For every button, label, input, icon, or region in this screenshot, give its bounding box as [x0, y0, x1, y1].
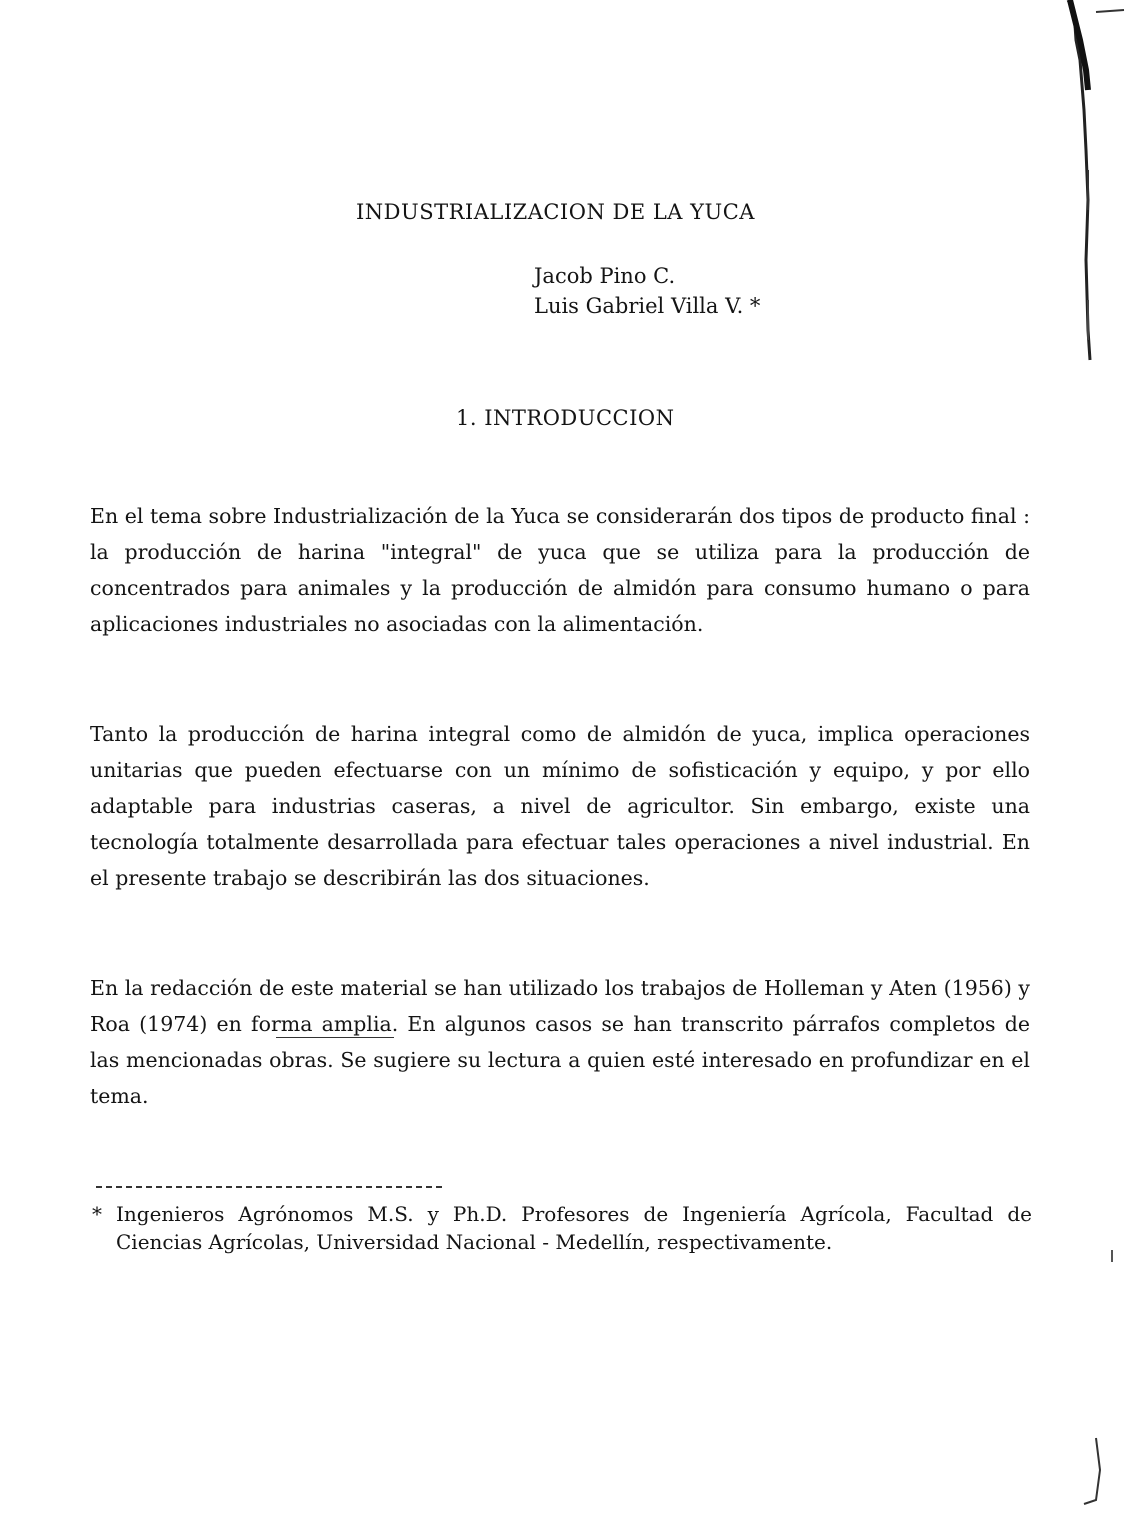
handwritten-underline	[276, 1037, 394, 1038]
paragraph-2: Tanto la producción de harina integral como de almidón de yuca, implica operaciones unitarias que pueden efectuarse con un mínimo de sofisticación y equipo, y por ello adaptable para industrias caseras, a nivel de agricultor. Sin embargo, existe una tecnología totalmente desarrollada para efectuar tales operaciones a nivel industrial. En el presente trabajo se describirán las dos situaciones.	[90, 722, 1030, 890]
section-heading: 1. INTRODUCCION	[456, 406, 675, 430]
footnote-text: Ingenieros Agrónomos M.S. y Ph.D. Profesores de Ingeniería Agrícola, Facultad de Ciencias Agrícolas, Universidad Nacional - Medellín, respectivamente.	[116, 1202, 1032, 1254]
author-list	[534, 261, 760, 321]
paragraph-3: En la redacción de este material se han utilizado los trabajos de Holleman y Aten (1956) y Roa (1974) en forma amplia. En algunos casos se han transcrito párrafos completos de las mencionadas obras. Se sugiere su lectura a quien esté interesado en profundizar en el tema.	[90, 976, 1030, 1108]
paragraph-1: En el tema sobre Industrialización de la Yuca se considerarán dos tipos de producto final : la producción de harina "integral" de yuca que se utiliza para la producción de concentrados para animales y la producción de almidón para consumo humano o para aplicaciones industriales no asociadas con la alimentación.	[90, 504, 1030, 636]
footnote-separator	[96, 1186, 442, 1188]
author-1: Jacob Pino C.	[534, 264, 676, 288]
footnote-marker: *	[92, 1202, 102, 1226]
document-title: INDUSTRIALIZACION DE LA YUCA	[356, 200, 755, 224]
scan-edge-artifact	[1066, 0, 1128, 1516]
author-2: Luis Gabriel Villa V. *	[534, 294, 761, 318]
footnote	[92, 1200, 1032, 1256]
